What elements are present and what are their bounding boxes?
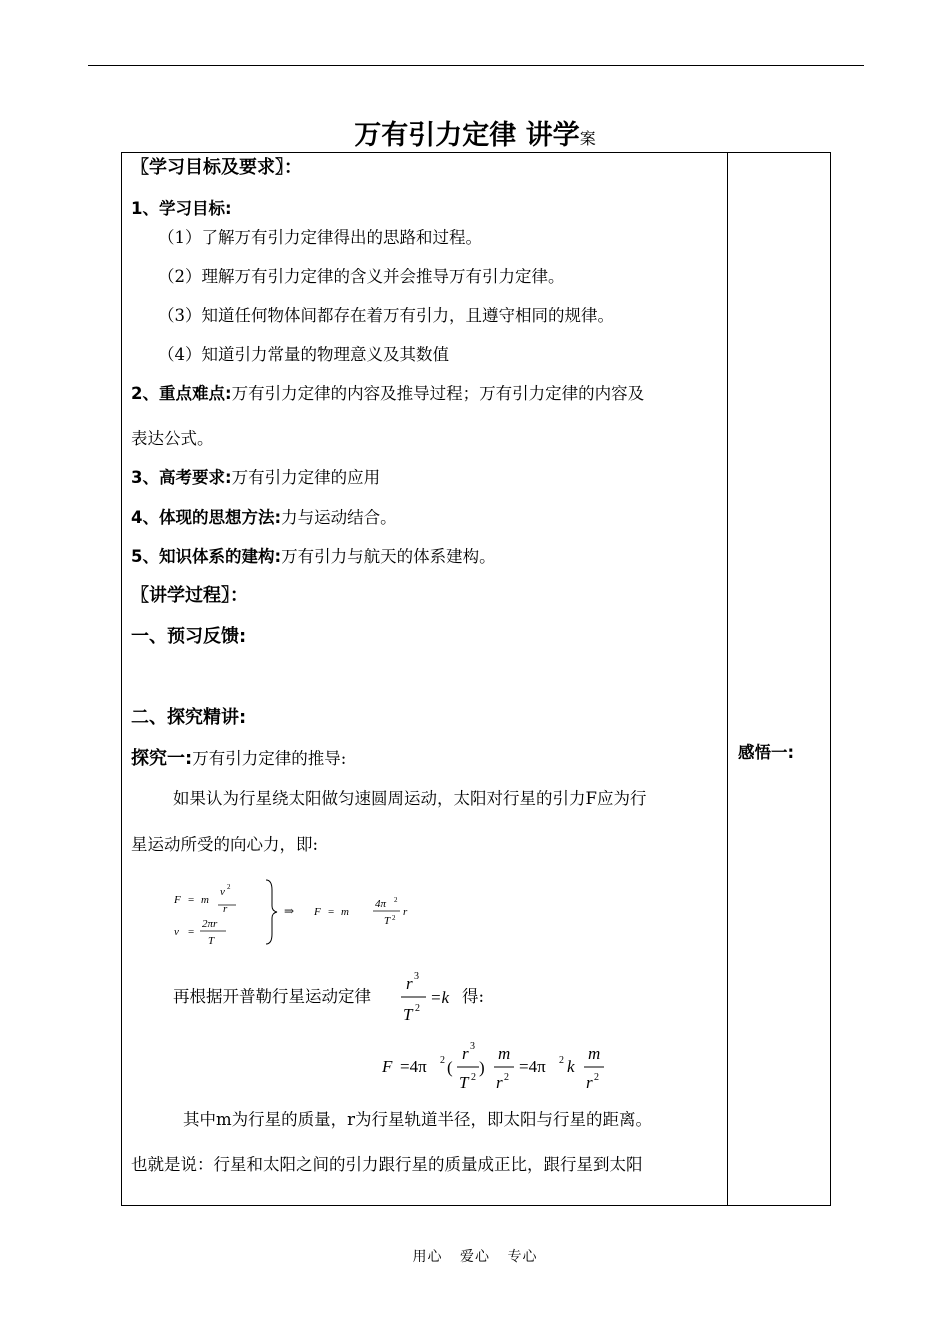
paragraph-1-line-1: 如果认为行星绕太阳做匀速圆周运动，太阳对行星的引力F应为行: [173, 789, 647, 808]
title-main: 万有引力定律 讲学: [354, 120, 580, 151]
footer-item-2: 爱心: [460, 1249, 490, 1265]
f1-4pi: 4π: [375, 898, 387, 910]
kepler-sup2: 2: [415, 1003, 420, 1014]
objectives-heading: 1、学习目标:: [131, 199, 232, 218]
f1-sup2b: 2: [394, 896, 398, 904]
f1-m: m: [201, 894, 209, 906]
system-line: [131, 546, 496, 568]
key-points-line: [131, 383, 644, 405]
inquiry-label: 探究一:: [131, 748, 193, 769]
kepler-eqk: =k: [430, 988, 450, 1007]
key-points-continuation: 表达公式。: [131, 429, 214, 448]
f1-eq-3: =: [328, 906, 335, 918]
f2-F: F: [382, 1057, 393, 1076]
f1-sup2c: 2: [392, 914, 396, 922]
footer-item-3: 专心: [507, 1249, 538, 1265]
f2-r: r: [462, 1044, 469, 1063]
kepler-fraction: [398, 968, 462, 1028]
f1-r-den: r: [223, 903, 228, 915]
f1-v: v: [174, 926, 179, 938]
f2-r1: r: [496, 1073, 503, 1092]
objective-item-1: （1）了解万有引力定律得出的思路和过程。: [158, 228, 482, 247]
f1-eq-1: =: [188, 894, 195, 906]
f2-k: k: [567, 1057, 575, 1076]
f1-r2: r: [403, 906, 408, 918]
preview-heading: 一、预习反馈:: [131, 626, 247, 647]
f2-sup2c: 2: [504, 1072, 509, 1083]
f1-m2: m: [341, 906, 349, 918]
footer: [0, 1246, 950, 1266]
exam-label: 3、高考要求:: [131, 468, 232, 487]
paragraph-2-line-1: 其中m为行星的质量，r为行星轨道半径，即太阳与行星的距离。: [183, 1110, 653, 1129]
f1-v-num: v: [220, 886, 225, 898]
inquiry-text: 万有引力定律的推导:: [192, 749, 347, 768]
paragraph-2-line-2: 也就是说：行星和太阳之间的引力跟行星的质量成正比，跟行星到太阳: [131, 1155, 643, 1174]
f2-r2: r: [586, 1073, 593, 1092]
exam-text: 万有引力定律的应用: [231, 468, 381, 487]
formula-gravitation: [378, 1038, 618, 1096]
objective-item-3: （3）知道任何物体间都存在着万有引力，且遵守相同的规律。: [158, 306, 614, 325]
system-text: 万有引力与航天的体系建构。: [281, 547, 496, 566]
exam-requirement-line: [131, 467, 380, 489]
f2-m2: m: [588, 1044, 601, 1063]
kepler-T: T: [403, 1005, 413, 1024]
f2-sup2a: 2: [440, 1055, 445, 1066]
system-label: 5、知识体系的建构:: [131, 547, 282, 566]
kepler-sup3: 3: [414, 971, 419, 982]
key-points-label: 2、重点难点:: [131, 384, 232, 403]
explore-heading: 二、探究精讲:: [131, 707, 247, 728]
f2-sup2d: 2: [559, 1055, 564, 1066]
section-process-heading: 〖讲学过程〗：: [131, 585, 248, 606]
f1-arrow: ⇒: [284, 904, 295, 918]
f2-lparen: (: [447, 1058, 453, 1077]
key-points-text: 万有引力定律的内容及推导过程；万有引力定律的内容及: [231, 384, 645, 403]
f1-T-den: T: [208, 935, 215, 947]
f1-T2: T: [384, 915, 391, 927]
side-note: 感悟一:: [738, 743, 795, 762]
kepler-suffix: 得:: [462, 987, 485, 1006]
footer-item-1: 用心: [412, 1249, 443, 1265]
f2-sup3: 3: [470, 1041, 475, 1052]
method-line: [131, 507, 397, 529]
method-text: 力与运动结合。: [281, 508, 397, 527]
objective-item-2: （2）理解万有引力定律的含义并会推导万有引力定律。: [158, 267, 565, 286]
objective-item-4: （4）知道引力常量的物理意义及其数值: [158, 345, 449, 364]
f1-F2: F: [314, 906, 321, 918]
kepler-line: [173, 986, 371, 1008]
kepler-r: r: [406, 974, 413, 993]
formula-centripetal: [168, 876, 448, 948]
f1-F: F: [174, 894, 181, 906]
f2-T: T: [459, 1073, 469, 1092]
section-objectives-heading: 〖学习目标及要求〗：: [131, 157, 302, 178]
f2-m1: m: [498, 1044, 511, 1063]
method-label: 4、体现的思想方法:: [131, 508, 282, 527]
table-column-divider: [727, 152, 728, 1206]
paragraph-1-line-2: 星运动所受的向心力，即:: [131, 835, 319, 854]
inquiry-line: [131, 748, 346, 770]
f1-sup2: 2: [227, 883, 231, 891]
kepler-prefix: 再根据开普勒行星运动定律: [173, 987, 371, 1006]
f1-2pir: 2πr: [202, 918, 218, 930]
f2-rparen: ): [479, 1058, 485, 1077]
f2-sup2b: 2: [471, 1072, 476, 1083]
title-suffix: 案: [579, 129, 596, 148]
f2-sup2e: 2: [594, 1072, 599, 1083]
f1-brace: [266, 880, 277, 944]
top-rule: [88, 65, 864, 66]
f2-eq2: =4π: [519, 1057, 546, 1076]
f1-eq-2: =: [188, 926, 195, 938]
f2-eq1: =4π: [400, 1057, 427, 1076]
